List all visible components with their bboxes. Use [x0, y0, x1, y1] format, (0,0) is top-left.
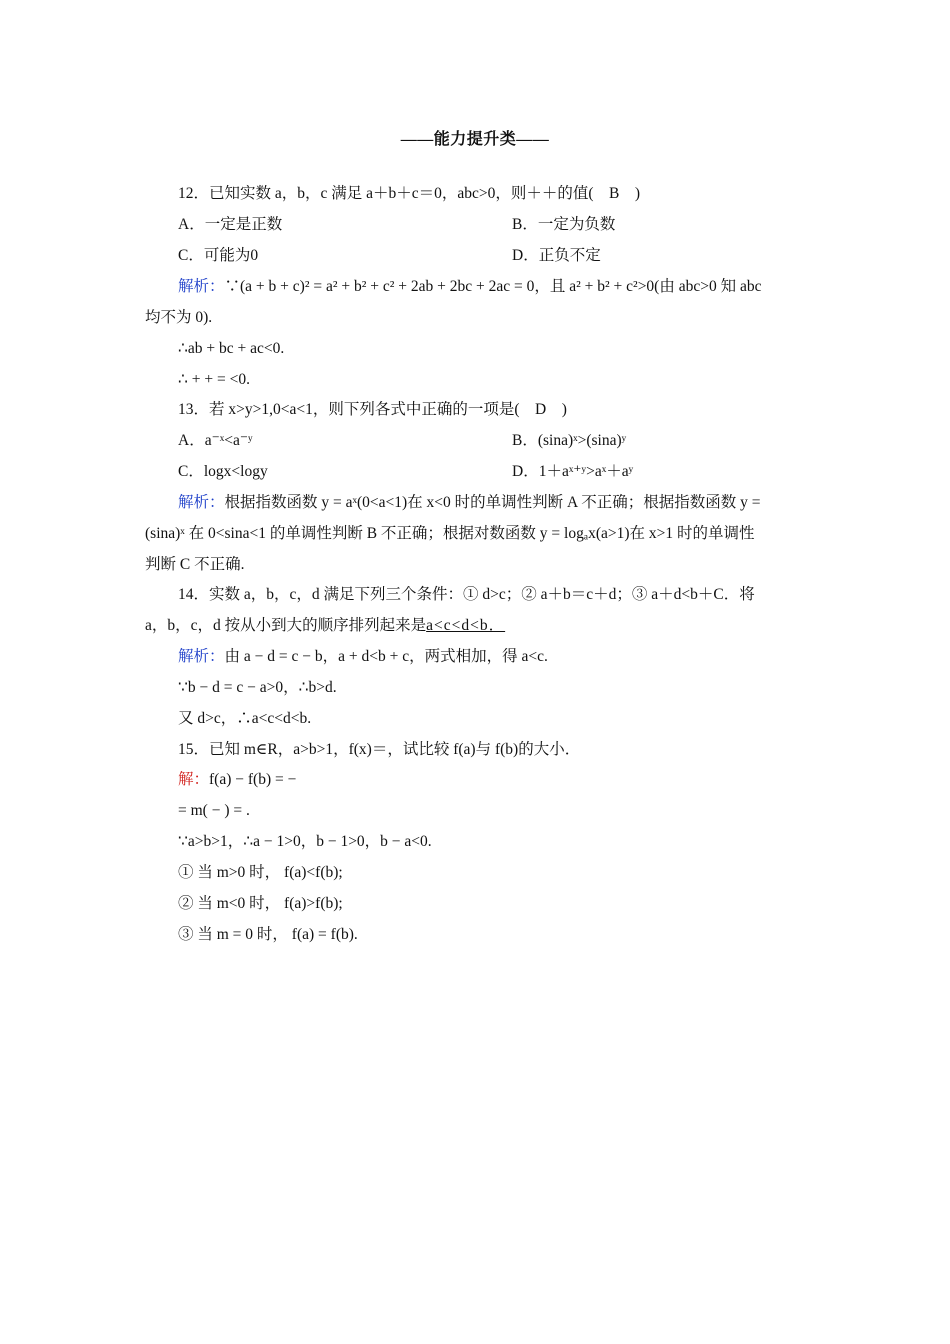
- q15-solution-line3: ∵a>b>1，∴a − 1>0，b − 1>0，b − a<0.: [178, 833, 432, 850]
- q14-solution-line1: [178, 647, 808, 667]
- q14-solution-label: 解析：: [178, 648, 225, 665]
- q13-option-b: B．(sina)ˣ>(sina)ʸ: [512, 432, 627, 449]
- q14-solution-line3: 又 d>c，∴a<c<d<b.: [178, 710, 312, 727]
- q13-option-c: C．logx<logy: [178, 463, 268, 480]
- q14-stem-line2: [145, 616, 810, 636]
- q13-option-d: D．1＋aˣ⁺ʸ>aˣ＋aʸ: [512, 463, 634, 480]
- q12-option-b: B．一定为负数: [512, 216, 616, 233]
- q12-solution-line2: 均不为 0).: [145, 309, 213, 326]
- q12-solution-line1: [178, 277, 808, 297]
- q13-options-row1: [178, 431, 808, 451]
- q13-solution-line2: (sina)ˣ 在 0<sina<1 的单调性判断 B 不正确；根据对数函数 y = logₐx(a>1)在 x>1 时的单调性: [145, 525, 755, 542]
- q15-solution-case3: ③ 当 m = 0 时， f(a) = f(b).: [178, 926, 358, 943]
- q15-solution-case1: ① 当 m>0 时， f(a)<f(b);: [178, 864, 343, 881]
- q12-solution-text1: ∵(a + b + c)² = a² + b² + c² + 2ab + 2bc + 2ac = 0，且 a² + b² + c²>0(由 abc>0 知 abc: [224, 278, 762, 295]
- q14-stem-text2: a，b，c，d 按从小到大的顺序排列起来是: [145, 617, 427, 634]
- q12-option-a: A．一定是正数: [178, 216, 283, 233]
- q15-solution-case2: ② 当 m<0 时， f(a)>f(b);: [178, 895, 343, 912]
- q12-option-d: D．正负不定: [512, 247, 601, 264]
- q15-solution-line1: [178, 770, 808, 790]
- q15-solution-line2: = m( − ) = .: [178, 802, 250, 819]
- q13-solution-line1: [178, 493, 808, 513]
- q13-solution-line3: 判断 C 不正确.: [145, 556, 245, 573]
- q14-solution-line2: ∵b − d = c − a>0，∴b>d.: [178, 679, 337, 696]
- section-heading: ——能力提升类——: [400, 131, 550, 148]
- q12-solution-label: 解析：: [178, 278, 225, 295]
- q15-solution-label: 解：: [178, 771, 210, 788]
- q14-answer: a<c<d<b．: [426, 617, 506, 634]
- q12-options-row2: [178, 246, 808, 266]
- q13-options-row2: [178, 462, 808, 482]
- q13-solution-label: 解析：: [178, 494, 225, 511]
- q12-stem: 12．已知实数 a，b，c 满足 a＋b＋c＝0，abc>0，则＋＋的值( B ): [178, 185, 641, 202]
- q12-solution-line4: ∴ + + = <0.: [178, 371, 250, 388]
- q14-solution-text1: 由 a − d = c − b，a + d<b + c，两式相加，得 a<c.: [224, 648, 548, 665]
- q13-option-a: A．a⁻ˣ<a⁻ʸ: [178, 432, 253, 449]
- q15-solution-text1: f(a) − f(b) = −: [209, 771, 297, 788]
- q12-solution-line3: ∴ab + bc + ac<0.: [178, 340, 285, 357]
- q13-stem: 13．若 x>y>1,0<a<1，则下列各式中正确的一项是( D ): [178, 401, 567, 418]
- q12-option-c: C．可能为0: [178, 247, 259, 264]
- q15-stem: 15．已知 m∈R，a>b>1，f(x)＝，试比较 f(a)与 f(b)的大小．: [178, 741, 581, 758]
- q14-stem-line1: 14．实数 a，b，c，d 满足下列三个条件：① d>c；② a＋b＝c＋d；③ a＋d<b＋C．将: [178, 586, 755, 603]
- q12-options-row1: [178, 215, 808, 235]
- q13-solution-text1: 根据指数函数 y = aˣ(0<a<1)在 x<0 时的单调性判断 A 不正确；根据指数函数 y =: [224, 494, 761, 511]
